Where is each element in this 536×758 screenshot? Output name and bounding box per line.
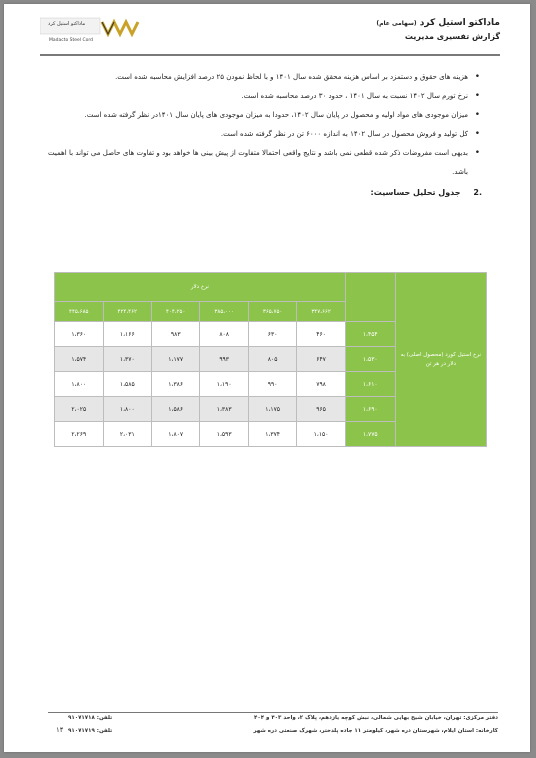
- company-logo: [40, 16, 140, 50]
- page-header: [40, 14, 500, 56]
- table-cell: ۶۴۷: [297, 347, 345, 372]
- table-cell: ۱،۸۰۰: [103, 397, 151, 422]
- list-item: • میزان موجودی های مواد اولیه و محصول در پایان سال ۱۴۰۲، حدودا به میزان موجودی های پایان سال ۱۴۰۱در نظر گرفته شده است.: [48, 106, 468, 125]
- table-cell: ۹۸۳: [151, 322, 199, 347]
- footer-line-factory: [48, 728, 498, 739]
- office-phone: تلفن: ۹۱۰۷۱۷۱۸: [68, 715, 113, 721]
- row-label: ۱،۶۱۰: [345, 372, 395, 397]
- logo-text-en: Madacto Steel Cord: [48, 38, 94, 43]
- table-cell: ۱،۸۰۷: [151, 422, 199, 447]
- factory-phone: تلفن: ۹۱۰۷۱۷۱۹: [68, 728, 113, 734]
- table-cell: ۲،۰۳۱: [103, 422, 151, 447]
- table-cell: ۱،۱۷۵: [248, 397, 296, 422]
- footer-line-office: [48, 715, 498, 726]
- table-cell: ۱،۵۹۳: [200, 422, 248, 447]
- table-cell: ۱،۱۵۰: [297, 422, 345, 447]
- office-address: دفتر مرکزی: تهران، خیابان شیخ بهایی شمالی، نبش کوچه یازدهم، پلاک ۲، واحد ۴۰۳ و ۴۰۴: [254, 715, 498, 721]
- row-label: ۱،۵۳۰: [345, 347, 395, 372]
- table-cell: ۱،۱۷۷: [151, 347, 199, 372]
- report-title: گزارش تفسیری مدیریت: [404, 32, 500, 41]
- table-cell: ۱،۳۶۰: [55, 322, 104, 347]
- table-cell: ۱،۱۶۶: [103, 322, 151, 347]
- document-page: [4, 4, 530, 752]
- section-title: جدول تحلیل حساسیت:: [370, 188, 461, 197]
- assumptions-list: [48, 68, 482, 182]
- column-header: ۳۸۵،۰۰۰: [200, 302, 248, 322]
- table-cell: ۱،۱۹۰: [200, 372, 248, 397]
- table-cell: ۱،۳۸۶: [151, 372, 199, 397]
- table-cell: ۴۶۰: [297, 322, 345, 347]
- list-item: • بدیهی است مفروضات ذکر شده قطعی نمی باشد و نتایج واقعی احتمالا متفاوت از پیش بینی ها خواهد بود و تفاوت های حاصل می تواند با اهمیت باشد.: [48, 144, 468, 182]
- list-item: • هزینه های حقوق و دستمزد بر اساس هزینه محقق شده سال ۱۴۰۱ و با لحاظ نمودن ۲۵ درصد افزایش محاسبه شده است.: [48, 68, 468, 87]
- table-cell: ۱،۵۷۴: [55, 347, 104, 372]
- list-item: • نرخ تورم سال ۱۴۰۲ نسبت به سال ۱۴۰۱ ، حدود ۳۰ درصد محاسبه شده است.: [48, 87, 468, 106]
- column-header: ۳۴۷،۶۶۲: [297, 302, 345, 322]
- table-cell: ۱،۳۷۰: [103, 347, 151, 372]
- logo-text-fa: ماداکتو استیل کرد: [48, 21, 86, 27]
- page-number: ۱۴: [56, 726, 64, 734]
- table-cell: ۹۹۰: [248, 372, 296, 397]
- row-label: ۱،۷۷۵: [345, 422, 395, 447]
- table-side-label: نرخ استیل کورد (محصول اصلی) به دلار در هر تن: [395, 273, 486, 447]
- table-cell: ۲،۲۶۹: [55, 422, 104, 447]
- table-cell: ۱،۳۷۴: [248, 422, 296, 447]
- table-cell: ۷۹۸: [297, 372, 345, 397]
- column-header: ۴۰۴،۲۵۰: [151, 302, 199, 322]
- table-cell: ۱،۵۸۵: [103, 372, 151, 397]
- row-label: ۱،۴۵۴: [345, 322, 395, 347]
- table-cell: ۲،۰۲۵: [55, 397, 104, 422]
- factory-address: کارخانه: استان ایلام، شهرستان دره شهر، کیلومتر ۱۱ جاده پلدختر، شهرک صنعتی دره شهر: [253, 728, 498, 734]
- column-header: ۴۲۴،۴۶۲: [103, 302, 151, 322]
- table-cell: ۱،۳۸۳: [200, 397, 248, 422]
- table-cell: ۶۳۰: [248, 322, 296, 347]
- page-footer: [48, 712, 498, 739]
- column-header: ۴۴۵،۶۸۵: [55, 302, 104, 322]
- page-content: [48, 68, 482, 197]
- table-cell: ۱،۵۸۶: [151, 397, 199, 422]
- table-group-header: نرخ دلار: [55, 273, 346, 302]
- list-item: • کل تولید و فروش محصول در سال ۱۴۰۲ به اندازه ۶۰۰۰ تن در نظر گرفته شده است.: [48, 125, 468, 144]
- company-title: [376, 18, 500, 28]
- section-heading: [48, 188, 482, 197]
- column-header: ۳۶۵،۷۵۰: [248, 302, 296, 322]
- table-cell: ۹۶۵: [297, 397, 345, 422]
- sensitivity-table: [54, 272, 487, 447]
- table-cell: ۹۹۳: [200, 347, 248, 372]
- table-corner: [345, 273, 395, 322]
- table-cell: ۸۰۸: [200, 322, 248, 347]
- company-type: (سهامی عام): [376, 20, 417, 27]
- logo-zigzag-icon: [40, 16, 140, 38]
- table-cell: ۸۰۵: [248, 347, 296, 372]
- section-number: .2: [473, 188, 482, 197]
- table-cell: ۱،۸۰۰: [55, 372, 104, 397]
- row-label: ۱،۶۹۰: [345, 397, 395, 422]
- company-name: ماداکتو استیل کرد: [419, 18, 500, 28]
